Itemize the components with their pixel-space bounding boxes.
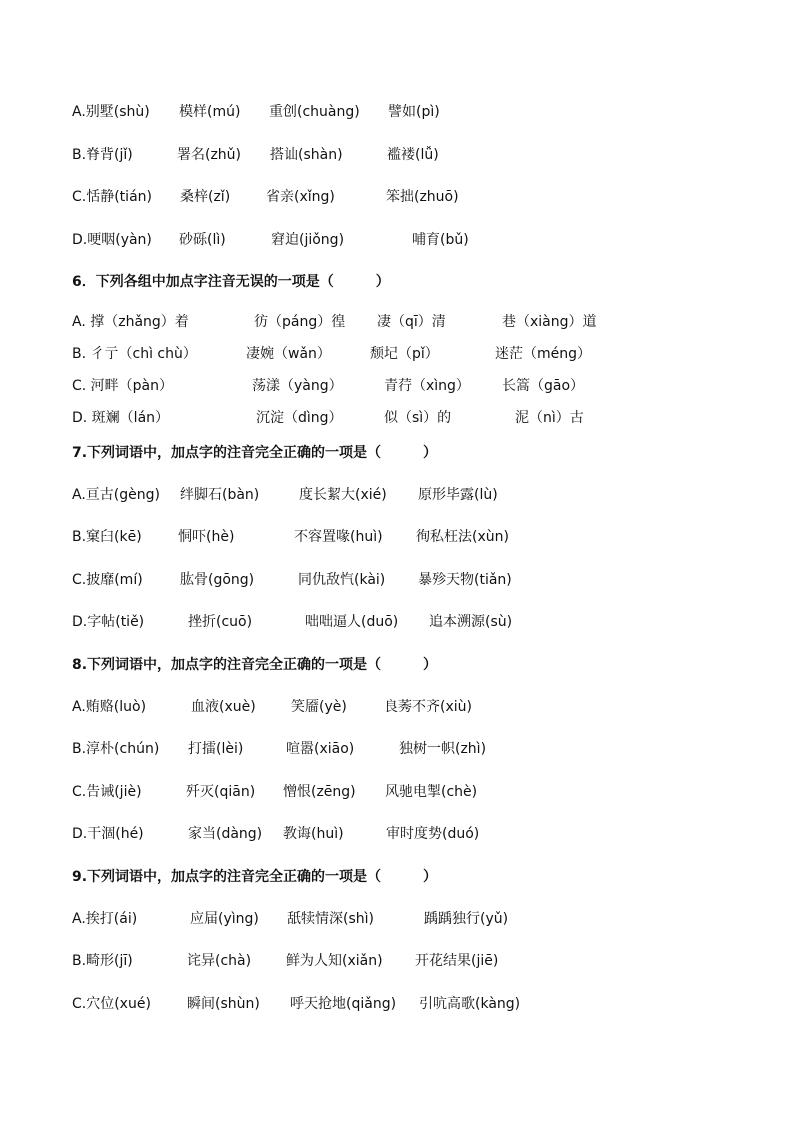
option-b-item: B.窠臼(kē) <box>72 529 142 545</box>
option-row <box>72 994 772 1014</box>
option-b-item: 署名(zhǔ) <box>177 147 242 163</box>
option-c-item: 暴殄天物(tiǎn) <box>418 572 512 588</box>
option-row <box>72 739 772 759</box>
option-c-item: 同仇敌忾(kài) <box>298 572 386 588</box>
option-d-item: 窘迫(jiǒng) <box>271 232 345 248</box>
option-c-item: 歼灭(qiān) <box>186 784 256 800</box>
option-a-item: 彷（páng）徨 <box>254 314 346 330</box>
option-d-item: 咄咄逼人(duō) <box>305 614 399 630</box>
option-row <box>72 570 772 590</box>
option-d-item: D. 斑斓（lán） <box>72 410 170 426</box>
option-c-item: 长篙（gāo） <box>502 378 585 394</box>
option-c-item: 笨拙(zhuō) <box>386 189 459 205</box>
option-row <box>72 376 772 396</box>
option-d-item: 挫折(cuō) <box>188 614 253 630</box>
option-a-item: A.贿赂(luò) <box>72 699 147 715</box>
option-a-item: 舐犊情深(shì) <box>287 911 374 927</box>
option-c-item: 引吭高歌(kàng) <box>419 996 521 1012</box>
option-row <box>72 344 772 364</box>
option-a-item: A.亘古(gèng) <box>72 487 160 503</box>
option-c-item: 呼天抢地(qiǎng) <box>290 996 397 1012</box>
question-8-title: 8.下列词语中，加点字的注音完全正确的一项是（ ） <box>72 657 438 673</box>
option-a-item: 血液(xuè) <box>191 699 256 715</box>
option-row <box>72 485 772 505</box>
option-c-item: C. 河畔（pàn） <box>72 378 174 394</box>
option-row <box>72 230 772 250</box>
option-b-item: 徇私枉法(xùn) <box>416 529 509 545</box>
question-6-title: 6．下列各组中加点字注音无误的一项是（ ） <box>72 274 390 290</box>
option-d-item: D.干涸(hé) <box>72 826 144 842</box>
option-row <box>72 697 772 717</box>
option-c-item: 桑梓(zǐ) <box>180 189 231 205</box>
option-d-item: 家当(dàng) <box>188 826 263 842</box>
option-row <box>72 824 772 844</box>
option-a-item: 原形毕露(lù) <box>418 487 498 503</box>
option-d-item: 审时度势(duó) <box>386 826 480 842</box>
option-row <box>72 187 772 207</box>
option-row <box>72 612 772 632</box>
option-b-item: 不容置喙(huì) <box>294 529 383 545</box>
option-d-item: D.字帖(tiě) <box>72 614 145 630</box>
option-a-item: 绊脚石(bàn) <box>180 487 260 503</box>
option-d-item: D.哽咽(yàn) <box>72 232 152 248</box>
option-a-item: 应届(yìng) <box>190 911 259 927</box>
option-a-item: 凄（qī）清 <box>377 314 446 330</box>
option-b-item: 凄婉（wǎn） <box>246 346 331 362</box>
option-b-item: B. 彳亍（chì chù） <box>72 346 197 362</box>
option-a-item: 重创(chuàng) <box>269 104 360 120</box>
option-a-item: 模样(mú) <box>179 104 241 120</box>
option-b-item: 开花结果(jiē) <box>415 953 499 969</box>
option-b-item: 褴褛(lǚ) <box>387 147 439 163</box>
question-9-title: 9.下列词语中，加点字的注音完全正确的一项是（ ） <box>72 869 438 885</box>
option-b-item: 迷茫（méng） <box>495 346 592 362</box>
option-c-item: 青荇（xìng） <box>384 378 470 394</box>
option-d-item: 似（sì）的 <box>384 410 452 426</box>
option-d-item: 砂砾(lì) <box>179 232 226 248</box>
option-b-item: 喧嚣(xiāo) <box>286 741 355 757</box>
option-b-item: B.淳朴(chún) <box>72 741 160 757</box>
option-c-item: 省亲(xǐng) <box>266 189 335 205</box>
option-a-item: A. 撑（zhǎng）着 <box>72 314 189 330</box>
option-d-item: 追本溯源(sù) <box>429 614 513 630</box>
option-c-item: 肱骨(gōng) <box>180 572 255 588</box>
option-c-item: C.告诫(jiè) <box>72 784 142 800</box>
option-b-item: 打擂(lèi) <box>188 741 244 757</box>
option-c-item: 荡漾（yàng） <box>252 378 343 394</box>
option-b-item: B.脊背(jǐ) <box>72 147 133 163</box>
option-row <box>72 527 772 547</box>
option-row <box>72 312 772 332</box>
option-b-item: 诧异(chà) <box>187 953 252 969</box>
option-row <box>72 408 772 428</box>
option-a-item: 度长絜大(xié) <box>299 487 387 503</box>
option-row <box>72 145 772 165</box>
option-a-item: 踽踽独行(yǔ) <box>424 911 509 927</box>
option-c-item: C.恬静(tián) <box>72 189 152 205</box>
option-a-item: 良莠不齐(xiù) <box>384 699 472 715</box>
option-d-item: 沉淀（dìng） <box>256 410 343 426</box>
option-row <box>72 909 772 929</box>
option-b-item: 鲜为人知(xiǎn) <box>286 953 383 969</box>
option-c-item: C.穴位(xué) <box>72 996 151 1012</box>
option-c-item: 风驰电掣(chè) <box>385 784 478 800</box>
option-d-item: 哺育(bǔ) <box>412 232 469 248</box>
option-b-item: 搭讪(shàn) <box>270 147 343 163</box>
option-a-item: 譬如(pì) <box>388 104 440 120</box>
option-a-item: A.挨打(ái) <box>72 911 138 927</box>
option-d-item: 教诲(huì) <box>283 826 344 842</box>
option-row <box>72 951 772 971</box>
option-c-item: C.披靡(mí) <box>72 572 143 588</box>
option-d-item: 泥（nì）古 <box>515 410 584 426</box>
option-row <box>72 102 772 122</box>
option-b-item: 恫吓(hè) <box>178 529 235 545</box>
option-a-item: 巷（xiàng）道 <box>502 314 597 330</box>
option-a-item: A.别墅(shù) <box>72 104 150 120</box>
option-b-item: 颓圮（pǐ） <box>370 346 439 362</box>
option-a-item: 笑靥(yè) <box>291 699 347 715</box>
option-b-item: B.畸形(jī) <box>72 953 133 969</box>
question-7-title: 7.下列词语中，加点字的注音完全正确的一项是（ ） <box>72 445 438 461</box>
option-c-item: 憎恨(zēng) <box>283 784 356 800</box>
option-c-item: 瞬间(shùn) <box>187 996 260 1012</box>
option-row <box>72 782 772 802</box>
option-b-item: 独树一帜(zhì) <box>399 741 487 757</box>
